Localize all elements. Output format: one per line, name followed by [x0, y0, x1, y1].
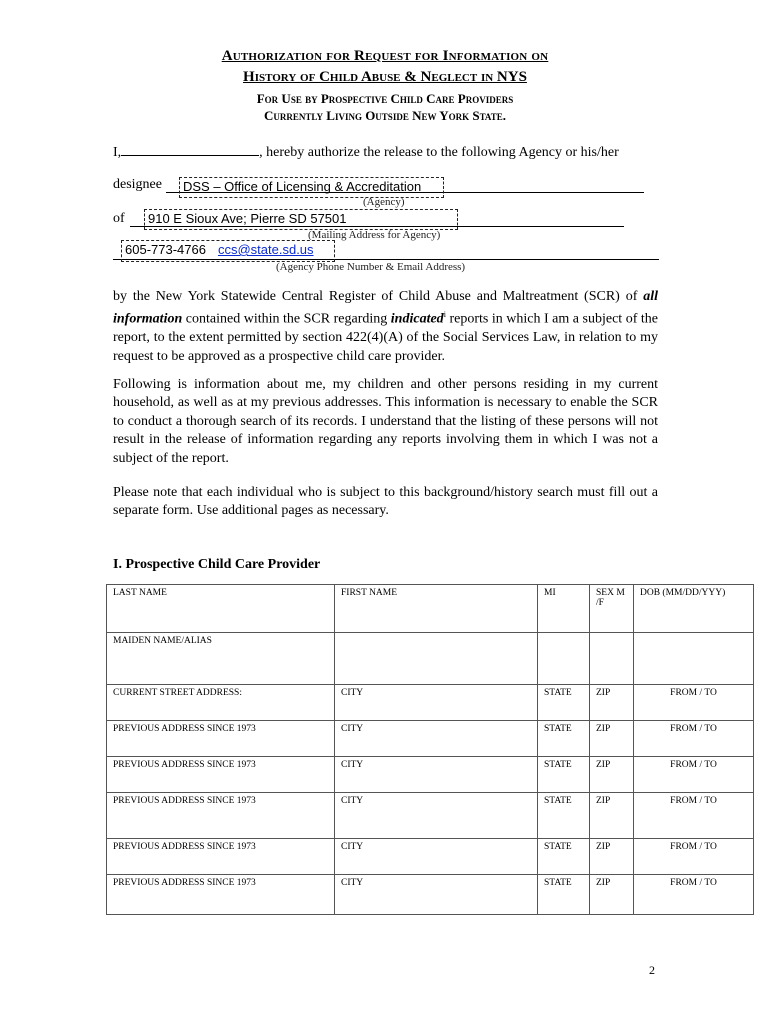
- information-paragraph: Following is information about me, my children and other persons residing in my current household, as well as at my previous addresses. This information is necessary to enable the SCR to conduct a thorough search of its records. I understand that the listing of these persons will not result in the release of information regarding any reports involving them in which I was not a subject of the report.: [113, 377, 658, 466]
- state-cell[interactable]: STATE: [538, 839, 590, 875]
- from-to-cell[interactable]: FROM / TO: [634, 721, 754, 757]
- table-row: [107, 839, 754, 875]
- sex-cell[interactable]: SEX M /F: [590, 585, 634, 633]
- mailing-address-field[interactable]: 910 E Sioux Ave; Pierre SD 57501: [144, 209, 458, 230]
- from-to-cell[interactable]: FROM / TO: [634, 685, 754, 721]
- agency-email-link[interactable]: ccs@state.sd.us: [217, 242, 314, 257]
- title-line-2: History of Child Abuse & Neglect in NYS: [243, 69, 527, 85]
- last-name-cell[interactable]: LAST NAME: [107, 585, 335, 633]
- zip-cell[interactable]: ZIP: [590, 685, 634, 721]
- subtitle-line-1: For Use by Prospective Child Care Providers: [256, 91, 514, 106]
- agency-field[interactable]: DSS – Office of Licensing & Accreditation: [179, 177, 444, 198]
- release-paragraph: [113, 288, 658, 366]
- from-to-cell[interactable]: FROM / TO: [634, 757, 754, 793]
- phone-caption: (Agency Phone Number & Email Address): [276, 261, 466, 273]
- indicated-text: indicated: [390, 312, 444, 328]
- all-information-text: all information: [113, 289, 658, 328]
- address-caption: (Mailing Address for Agency): [308, 229, 441, 241]
- table-cell[interactable]: [590, 633, 634, 685]
- release-text-e: reports in which I am a subject of the report, to the extent permitted by section 422(4)(A) of the Social Services Law, in relation to my request to be approved as a prospective child care provider.: [113, 312, 658, 364]
- table-row: [107, 633, 754, 685]
- of-label: of: [113, 211, 125, 226]
- from-to-cell[interactable]: FROM / TO: [634, 839, 754, 875]
- current-address-cell[interactable]: CURRENT STREET ADDRESS:: [107, 685, 335, 721]
- previous-address-cell[interactable]: PREVIOUS ADDRESS SINCE 1973: [107, 757, 335, 793]
- mi-cell[interactable]: MI: [538, 585, 590, 633]
- name-blank[interactable]: [121, 142, 259, 156]
- table-cell[interactable]: [538, 633, 590, 685]
- release-text-a: by the New York Statewide Central Register of Child Abuse and Maltreatment (SCR) of: [113, 289, 638, 304]
- table-cell[interactable]: [634, 633, 754, 685]
- authorization-line: [113, 142, 619, 161]
- title-line-1: Authorization for Request for Information on: [221, 48, 549, 64]
- first-name-cell[interactable]: FIRST NAME: [335, 585, 538, 633]
- city-cell[interactable]: CITY: [335, 757, 538, 793]
- designee-label: designee: [113, 177, 162, 192]
- table-row: [107, 585, 754, 633]
- maiden-name-cell[interactable]: MAIDEN NAME/ALIAS: [107, 633, 335, 685]
- state-cell[interactable]: STATE: [538, 793, 590, 839]
- city-cell[interactable]: CITY: [335, 839, 538, 875]
- previous-address-cell[interactable]: PREVIOUS ADDRESS SINCE 1973: [107, 721, 335, 757]
- zip-cell[interactable]: ZIP: [590, 793, 634, 839]
- table-row: [107, 721, 754, 757]
- section-heading: I. Prospective Child Care Provider: [113, 557, 321, 572]
- table-row: [107, 793, 754, 839]
- provider-info-table: [106, 584, 754, 915]
- note-paragraph: Please note that each individual who is subject to this background/history search must fill out a separate form. Use additional pages as necessary.: [113, 485, 658, 519]
- previous-address-cell[interactable]: PREVIOUS ADDRESS SINCE 1973: [107, 839, 335, 875]
- page-number: 2: [649, 963, 655, 977]
- city-cell[interactable]: CITY: [335, 721, 538, 757]
- zip-cell[interactable]: ZIP: [590, 721, 634, 757]
- table-row: [107, 757, 754, 793]
- zip-cell[interactable]: ZIP: [590, 757, 634, 793]
- city-cell[interactable]: CITY: [335, 875, 538, 915]
- agency-phone: 605-773-4766: [125, 242, 206, 257]
- table-cell[interactable]: [335, 633, 538, 685]
- state-cell[interactable]: STATE: [538, 721, 590, 757]
- zip-cell[interactable]: ZIP: [590, 875, 634, 915]
- table-row: [107, 875, 754, 915]
- state-cell[interactable]: STATE: [538, 875, 590, 915]
- dob-cell[interactable]: DOB (MM/DD/YYY): [634, 585, 754, 633]
- previous-address-cell[interactable]: PREVIOUS ADDRESS SINCE 1973: [107, 875, 335, 915]
- subtitle-line-2: Currently Living Outside New York State.: [263, 108, 507, 123]
- table-row: [107, 685, 754, 721]
- from-to-cell[interactable]: FROM / TO: [634, 875, 754, 915]
- city-cell[interactable]: CITY: [335, 793, 538, 839]
- authorization-prefix: I,: [113, 145, 122, 160]
- phone-email-field[interactable]: [121, 240, 335, 262]
- from-to-cell[interactable]: FROM / TO: [634, 793, 754, 839]
- zip-cell[interactable]: ZIP: [590, 839, 634, 875]
- state-cell[interactable]: STATE: [538, 757, 590, 793]
- agency-caption: (Agency): [363, 196, 405, 208]
- state-cell[interactable]: STATE: [538, 685, 590, 721]
- previous-address-cell[interactable]: PREVIOUS ADDRESS SINCE 1973: [107, 793, 335, 839]
- authorization-suffix: , hereby authorize the release to the following Agency or his/her: [259, 145, 619, 160]
- city-cell[interactable]: CITY: [335, 685, 538, 721]
- release-text-c: contained within the SCR regarding: [182, 312, 391, 328]
- footnote-marker[interactable]: i: [443, 310, 446, 320]
